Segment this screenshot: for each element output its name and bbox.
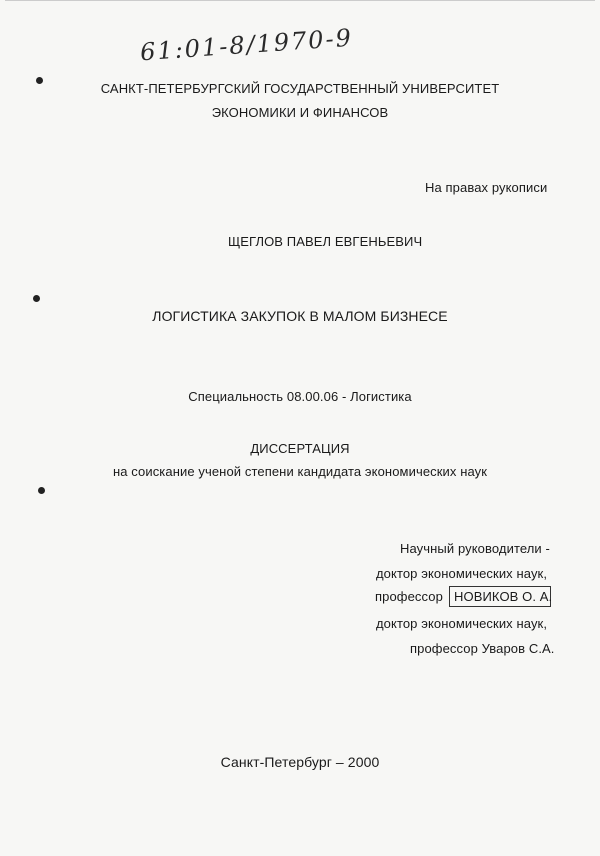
scan-edge bbox=[5, 0, 595, 1]
supervisor1-degree: доктор экономических наук, bbox=[376, 566, 548, 581]
supervisors-heading: Научный руководители - bbox=[400, 541, 550, 556]
supervisor2-name: профессор Уваров С.А. bbox=[410, 641, 555, 656]
place-year: Санкт-Петербург – 2000 bbox=[220, 754, 380, 770]
university-name-line1: САНКТ-ПЕТЕРБУРГСКИЙ ГОСУДАРСТВЕННЫЙ УНИВЕРСИТЕТ bbox=[100, 81, 500, 96]
binding-hole-mark bbox=[38, 487, 45, 494]
supervisor2-degree: доктор экономических наук, bbox=[376, 616, 548, 631]
supervisor1-title: профессор bbox=[375, 589, 443, 604]
author-name: ЩЕГЛОВ ПАВЕЛ ЕВГЕНЬЕВИЧ bbox=[228, 234, 423, 249]
degree-line: на соискание ученой степени кандидата экономических наук bbox=[112, 464, 488, 479]
handwritten-catalog-code: 61:01-8/1970-9 bbox=[139, 23, 354, 67]
manuscript-rights: На правах рукописи bbox=[425, 180, 548, 195]
dissertation-title: ЛОГИСТИКА ЗАКУПОК В МАЛОМ БИЗНЕСЕ bbox=[152, 308, 448, 324]
binding-hole-mark bbox=[33, 295, 40, 302]
university-name-line2: ЭКОНОМИКИ И ФИНАНСОВ bbox=[211, 105, 389, 120]
dissertation-heading: ДИССЕРТАЦИЯ bbox=[250, 441, 350, 456]
specialty: Специальность 08.00.06 - Логистика bbox=[188, 389, 412, 404]
supervisor1-name: НОВИКОВ О. А. bbox=[454, 589, 553, 604]
